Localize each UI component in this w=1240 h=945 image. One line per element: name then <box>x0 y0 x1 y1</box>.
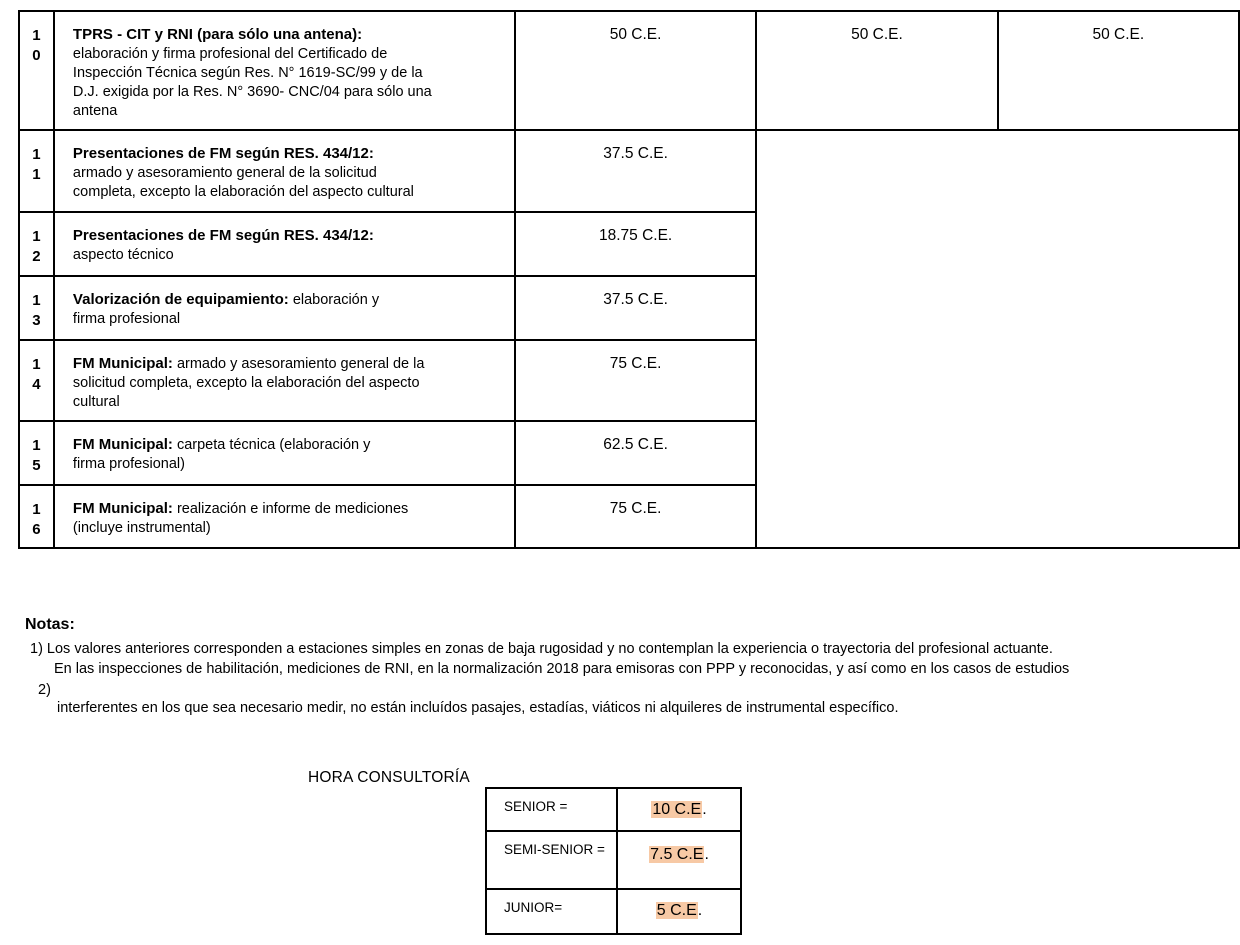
level-label: SEMI-SENIOR = <box>486 831 617 889</box>
empty-cell <box>756 130 1239 548</box>
level-rate: 5 C.E. <box>617 889 741 934</box>
row-number: 1 5 <box>19 421 54 485</box>
note-2-line-1: En las inspecciones de habilitación, mediciones de RNI, en la normalización 2018 para emisoras con PPP y reconocidas, y así como en los casos de estudios <box>54 661 1070 677</box>
row-value: 62.5 C.E. <box>515 421 756 485</box>
row-title: Valorización de equipamiento: <box>72 291 289 308</box>
row-value: 37.5 C.E. <box>515 276 756 340</box>
row-description: FM Municipal: carpeta técnica (elaboración y firma profesional) <box>54 421 515 485</box>
row-number: 1 3 <box>19 276 54 340</box>
table-row <box>486 889 741 934</box>
row-value: 75 C.E. <box>515 340 756 421</box>
row-value: 18.75 C.E. <box>515 212 756 276</box>
row-value: 37.5 C.E. <box>515 130 756 212</box>
row-description: Presentaciones de FM según RES. 434/12: armado y asesoramiento general de la solicitud completa, excepto la elaboración del aspecto cultural <box>54 130 515 212</box>
row-title: Presentaciones de FM según RES. 434/12: <box>72 227 374 244</box>
note-2-number: 2) <box>38 682 51 698</box>
note-2-line-2: interferentes en los que sea necesario medir, no están incluídos pasajes, estadías, viáticos ni alquileres de instrumental específico. <box>57 700 899 716</box>
level-label: SENIOR = <box>486 788 617 831</box>
row-description: Valorización de equipamiento: elaboración y firma profesional <box>54 276 515 340</box>
row-value: 50 C.E. <box>756 11 997 130</box>
row-title: FM Municipal: <box>72 436 173 453</box>
table-row <box>19 11 1239 130</box>
level-label: JUNIOR= <box>486 889 617 934</box>
table-row <box>19 130 1239 212</box>
highlighted-rate: 5 C.E <box>656 902 697 919</box>
row-number: 1 0 <box>19 11 54 130</box>
table-row <box>486 831 741 889</box>
row-number: 1 1 <box>19 130 54 212</box>
row-value: 75 C.E. <box>515 485 756 548</box>
row-title: Presentaciones de FM según RES. 434/12: <box>72 145 374 162</box>
note-1: 1) Los valores anteriores corresponden a estaciones simples en zonas de baja rugosidad y no contemplan la experiencia o trayectoria del profesional actuante. <box>30 641 1053 657</box>
highlighted-rate: 10 C.E <box>652 801 702 818</box>
notes-title: Notas: <box>25 616 75 633</box>
row-value: 50 C.E. <box>998 11 1239 130</box>
row-description: FM Municipal: armado y asesoramiento general de la solicitud completa, excepto la elaboración del aspecto cultural <box>54 340 515 421</box>
row-number: 1 6 <box>19 485 54 548</box>
row-description: FM Municipal: realización e informe de mediciones (incluye instrumental) <box>54 485 515 548</box>
table-row <box>486 788 741 831</box>
row-title: FM Municipal: <box>72 500 173 517</box>
row-number: 1 4 <box>19 340 54 421</box>
row-number: 1 2 <box>19 212 54 276</box>
row-title: FM Municipal: <box>72 355 173 372</box>
hora-consultoria-title: HORA CONSULTORÍA <box>308 769 470 786</box>
level-rate: 10 C.E. <box>617 788 741 831</box>
row-description: TPRS - CIT y RNI (para sólo una antena): elaboración y firma profesional del Certificado de Inspección Técnica según Res. N° 1619-SC/99 y de la D.J. exigida por la Res. N° 3690- CNC/04 para sólo una antena <box>54 11 515 130</box>
level-rate: 7.5 C.E. <box>617 831 741 889</box>
highlighted-rate: 7.5 C.E <box>650 846 704 863</box>
row-value: 50 C.E. <box>515 11 756 130</box>
hora-consultoria-table <box>485 787 742 935</box>
fees-table <box>18 10 1240 549</box>
row-title: TPRS - CIT y RNI (para sólo una antena): <box>72 26 363 43</box>
row-description: Presentaciones de FM según RES. 434/12: aspecto técnico <box>54 212 515 276</box>
